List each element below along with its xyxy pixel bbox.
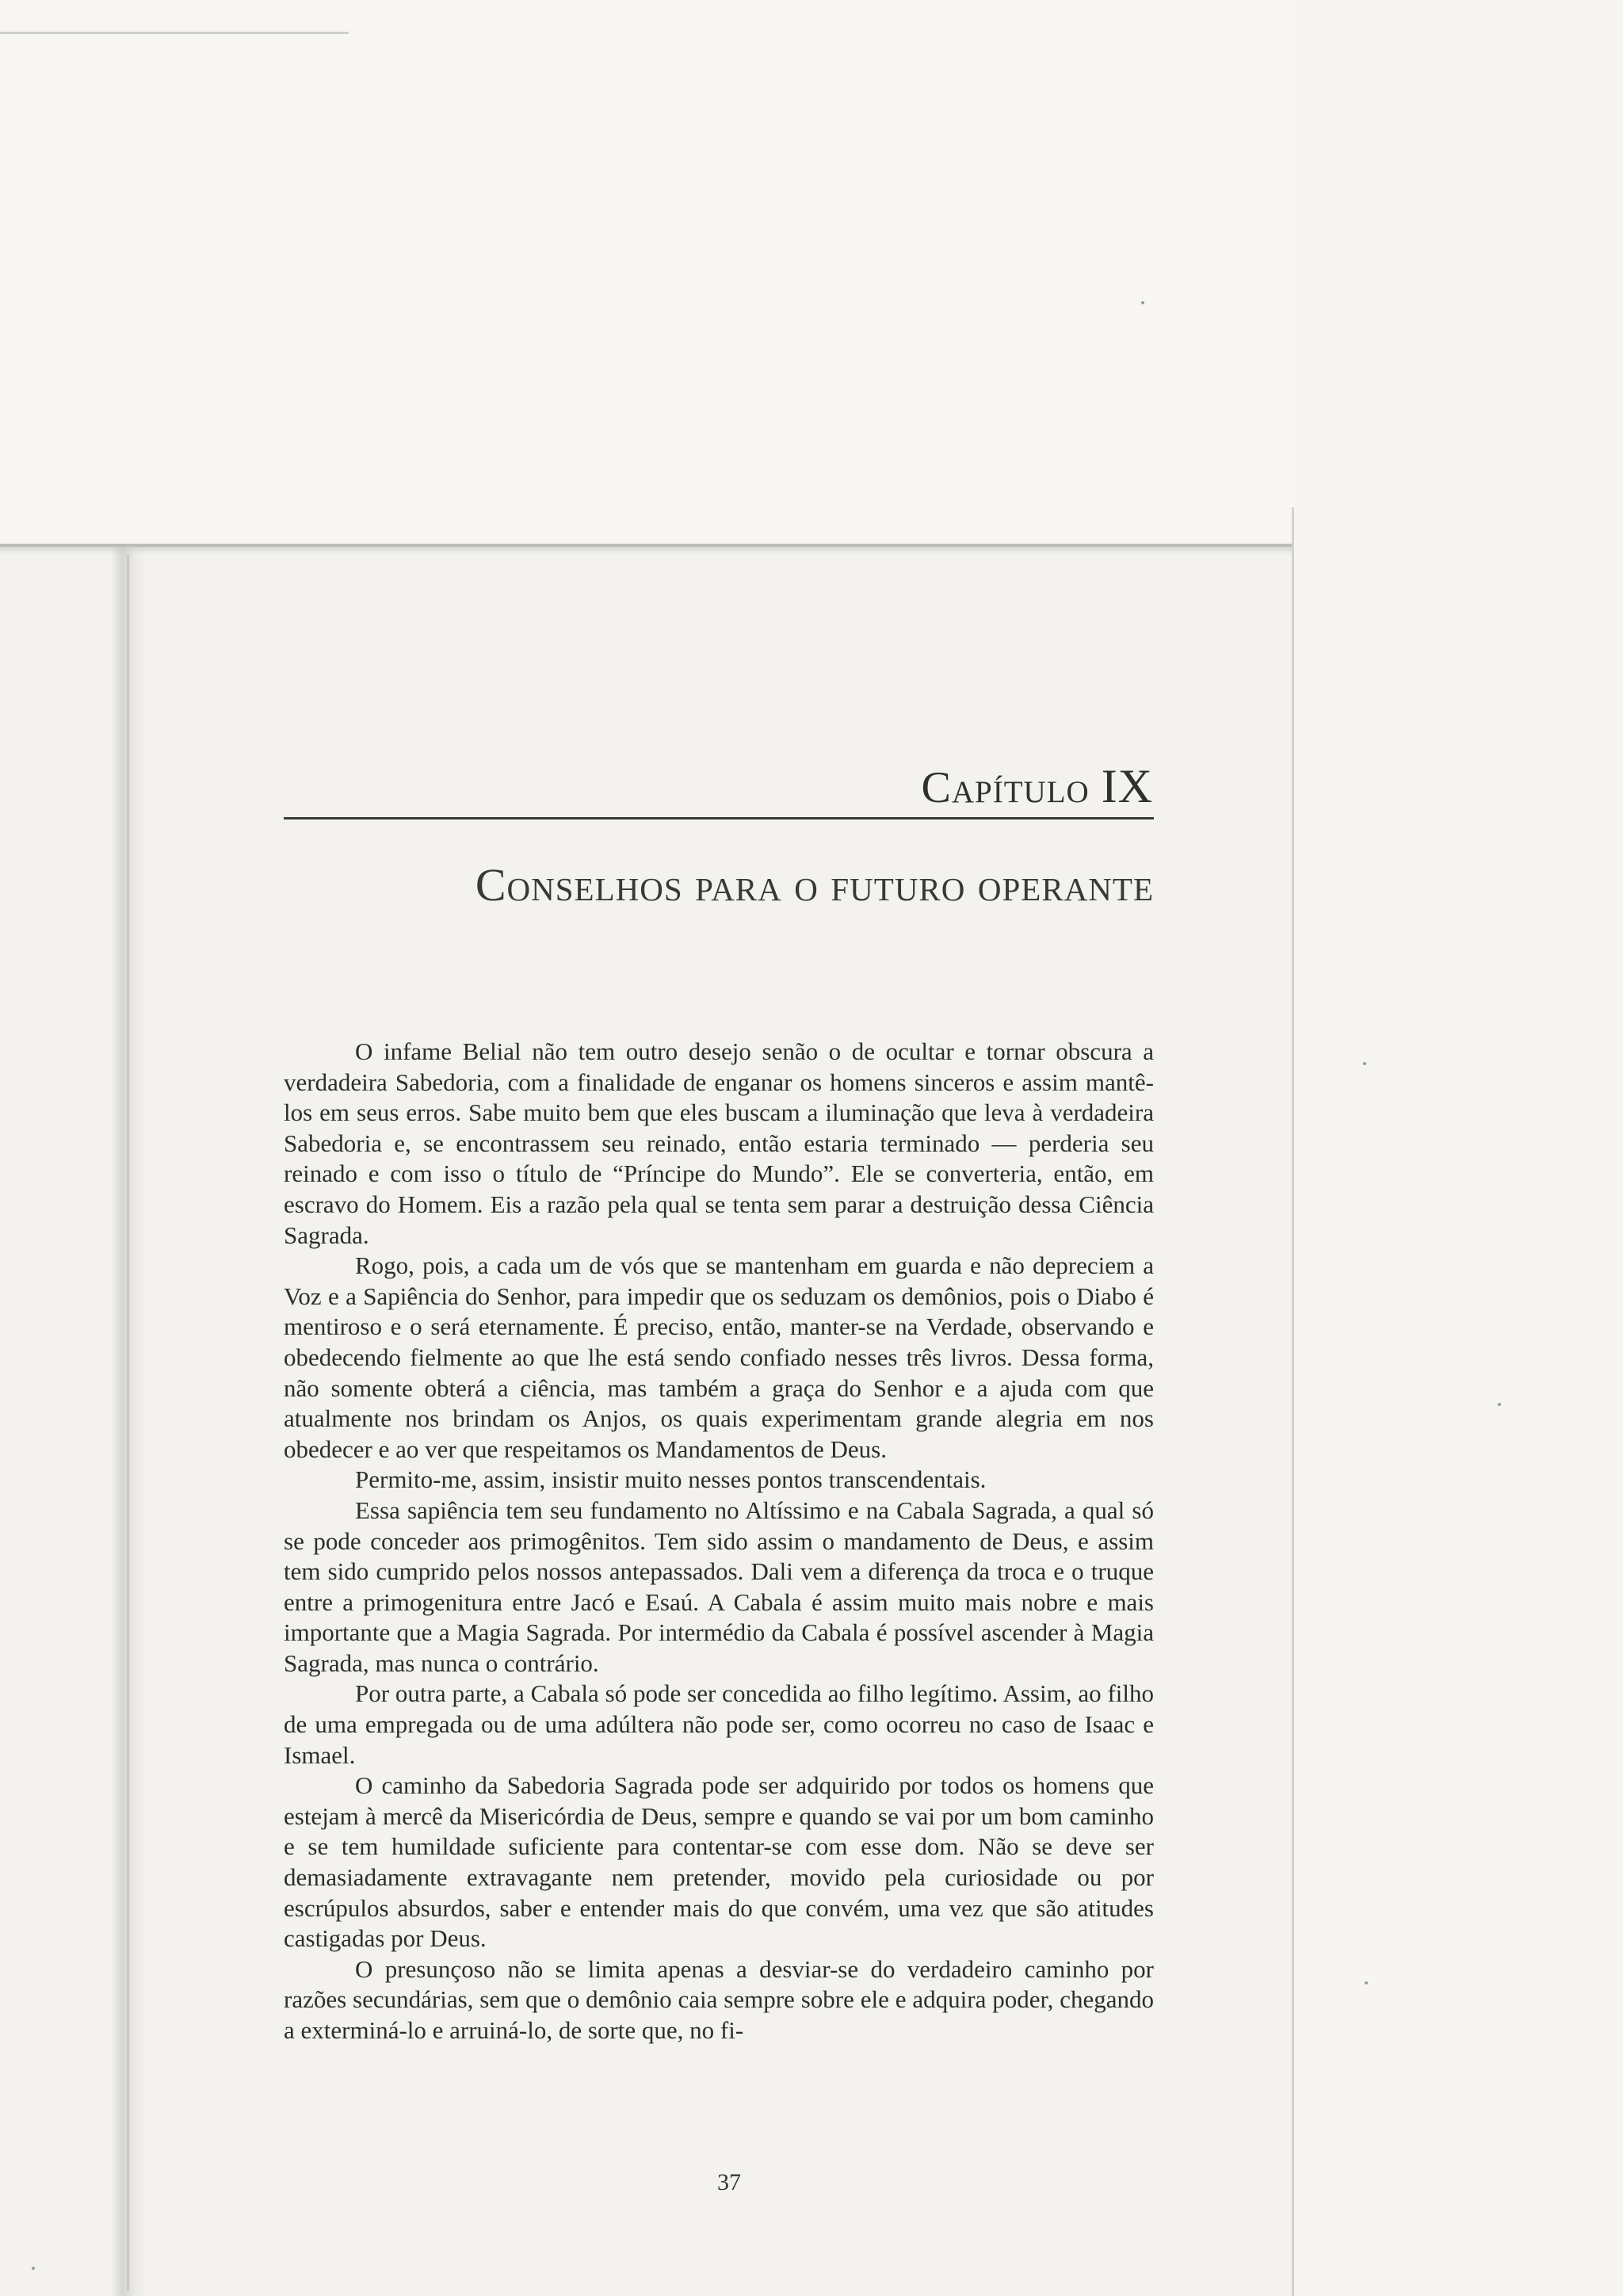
chapter-numeral: IX bbox=[1101, 760, 1153, 812]
chapter-label bbox=[792, 759, 1153, 814]
scan-speck bbox=[32, 2267, 35, 2270]
paragraph: O presunçoso não se limita apenas a desviar-se do verdadeiro caminho por razões secundárias, sem que o demônio caia sempre sobre ele e adquira poder, chegando a exterminá-lo e arruiná-lo, de sorte que, no fi- bbox=[284, 1954, 1154, 2044]
paragraph: Essa sapiência tem seu fundamento no Altíssimo e na Cabala Sagrada, a qual só se pode conceder aos primogênitos. Tem sido assim o mandamento de Deus, e assim tem sido cumprido pelos nossos antepassados. Dali vem a diferença da troca e o truque entre a primogenitura entre Jacó e Esaú. A Cabala é assim muito mais nobre e mais importante que a Magia Sagrada. Por intermédio da Cabala é possível ascender à Magia Sagrada, mas nunca o contrário. bbox=[284, 1496, 1154, 1677]
paragraph: O caminho da Sabedoria Sagrada pode ser adquirido por todos os homens que estejam à mercê da Misericórdia de Deus, sempre e quando se vai por um bom caminho e se tem humildade suficiente para contentar-se com esse dom. Não se deve ser demasiadamente extravagante nem pretender, movido pela curiosidade ou por escrúpulos absurdos, saber e entender mais do que convém, uma vez que são atitudes castigadas por Deus. bbox=[284, 1771, 1154, 1953]
chapter-rule bbox=[284, 817, 1154, 819]
book-gutter-line bbox=[127, 555, 129, 2290]
page-right-edge bbox=[1292, 507, 1294, 2296]
paragraph: O infame Belial não tem outro desejo senão o de ocultar e tornar obscura a verdadeira Sabedoria, com a finalidade de enganar os homens sinceros e assim mantê-los em seus erros. Sabe muito bem que eles buscam a iluminação que leva à verdadeira Sabedoria e, se encontrassem seu reinado, então estaria terminado — perderia seu reinado e com isso o título de “Príncipe do Mundo”. Ele se converteria, então, em escravo do Homem. Eis a razão pela qual se tenta sem parar a destruição dessa Ciência Sagrada. bbox=[284, 1037, 1154, 1249]
chapter-label-word: Capítulo bbox=[921, 763, 1090, 812]
scan-speck bbox=[1141, 301, 1144, 304]
scan-speck bbox=[1365, 1981, 1368, 1985]
scan-speck bbox=[1363, 1062, 1366, 1065]
chapter-title: Conselhos para o futuro operante bbox=[475, 859, 1154, 911]
page-top-shadow bbox=[0, 547, 1300, 555]
body-text bbox=[284, 1037, 1154, 2046]
scan-edge-line bbox=[0, 32, 349, 34]
paragraph: Por outra parte, a Cabala só pode ser concedida ao filho legítimo. Assim, ao filho de uma empregada ou de uma adúltera não pode ser, como ocorreu no caso de Isaac e Ismael. bbox=[284, 1679, 1154, 1769]
scanner-bed-margin bbox=[1294, 0, 1623, 2296]
paragraph: Permito-me, assim, insistir muito nesses pontos transcendentais. bbox=[355, 1465, 987, 1494]
page-number: 37 bbox=[717, 2169, 741, 2195]
paragraph: Rogo, pois, a cada um de vós que se mantenham em guarda e não depreciem a Voz e a Sapiência do Senhor, para impedir que os seduzam os demônios, pois o Diabo é mentiroso e o será eternamente. É preciso, então, manter-se na Verdade, observando e obedecendo fielmente ao que lhe está sendo confiado nesses três livros. Dessa forma, não somente obterá a ciência, mas também a graça do Senhor e a ajuda com que atualmente nos brindam os Anjos, os quais experimentam grande alegria em nos obedecer e ao ver que respeitamos os Mandamentos de Deus. bbox=[284, 1251, 1154, 1463]
scan-speck bbox=[1498, 1403, 1501, 1406]
